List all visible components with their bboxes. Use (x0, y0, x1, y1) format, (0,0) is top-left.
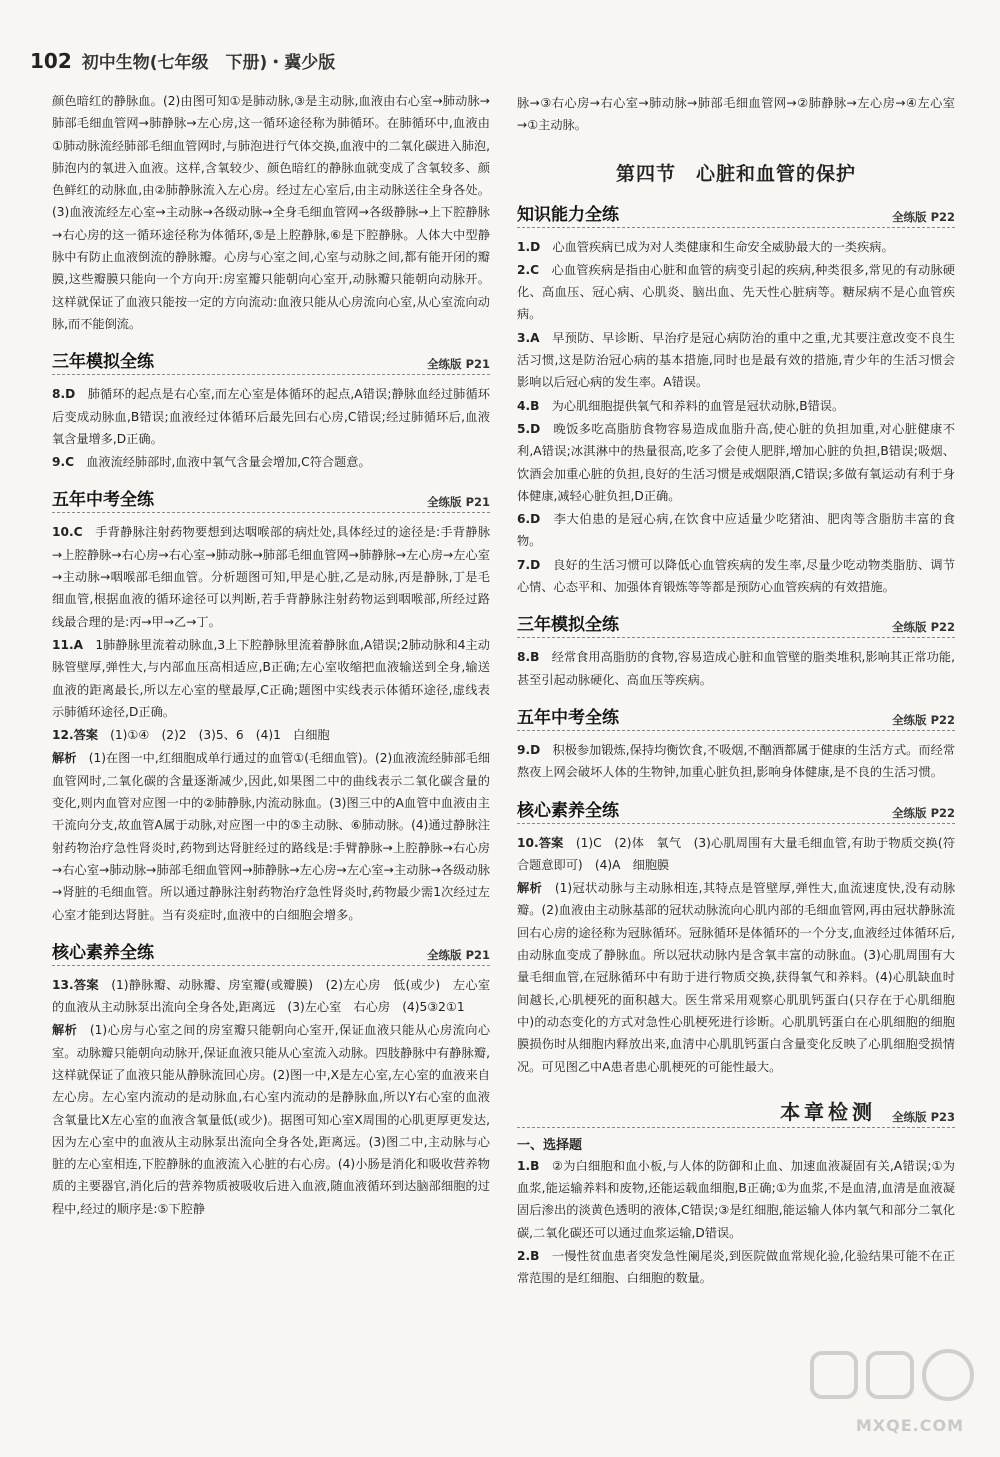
section-node-title: 第四节 心脏和血管的保护 (615, 162, 856, 185)
section-header (517, 200, 955, 228)
answer-item: 2.C 心血管疾病是指由心脏和血管的病变引起的疾病,种类很多,常见的有动脉硬化、高血压、冠心病、心肌炎、脑出血、先天性心脏病等。糖尿病不是心血管疾病。 (517, 262, 955, 322)
section-title: 五年中考全练 (517, 707, 619, 728)
continued-paragraph: 脉→③右心房→右心室→肺动脉→肺部毛细血管网→②肺静脉→左心房→④左心室→①主动脉。 (517, 96, 955, 133)
answer-item: 9.C 血液流经肺部时,血液中氧气含量会增加,C符合题意。 (52, 455, 371, 470)
answer-item: 6.D 李大伯患的是冠心病,在饮食中应适量少吃猪油、肥肉等含脂肪丰富的食物。 (517, 512, 956, 549)
left-column (52, 90, 490, 1221)
section-header (52, 938, 490, 966)
answer-item: 5.D 晚饭多吃高脂肪食物容易造成血脂升高,使心脏的负担加重,对心脏健康不利,A错误;冰淇淋中的热量很高,吃多了会使人肥胖,增加心脏的负担,B错误;吸烟、饮酒会加重心脏的负担,良好的生活习惯是戒烟限酒,C错误;多做有氧运动有利于身体健康,减轻心脏负担,D正确。 (517, 421, 956, 503)
answer-item: 9.D 积极参加锻炼,保持均衡饮食,不吸烟,不酗酒都属于健康的生活方式。而经常熬夜上网会破坏人体的生物钟,加重心脏负担,影响身体健康,是不良的生活习惯。 (517, 742, 956, 780)
answer-item: 2.B 一慢性贫血患者突发急性阑尾炎,到医院做血常规化验,化验结果可能不在正常范围的是红细胞、白细胞的数量。 (517, 1248, 956, 1286)
answer-item: 7.D 良好的生活习惯可以降低心血管疾病的发生率,尽量少吃动物类脂肪、调节心情、心态平和、加强体育锻炼等等都是预防心血管疾病的有效措施。 (517, 557, 956, 595)
section-title: 三年模拟全练 (52, 352, 154, 373)
section-title: 核心素养全练 (52, 942, 154, 963)
section-title: 知识能力全练 (517, 204, 619, 225)
section-ref: 全练版 P21 (427, 495, 490, 510)
answer-item: 13.答案 (1)静脉瓣、动脉瓣、房室瓣(或瓣膜) (2)左心房 低(或少) 左心室的血液从主动脉泵出流向全身各处,距离远 (3)左心室 右心房 (4)5③2①1 (52, 977, 491, 1015)
intro-paragraph: 颜色暗红的静脉血。(2)由图可知①是肺动脉,③是主动脉,血液由右心室→肺动脉→肺部毛细血管网→肺静脉→左心房,这一循环途径称为肺循环。在肺循环中,血液由①肺动脉流经肺部毛细血管网时,与肺泡进行气体交换,血液中的二氧化碳进入肺泡,肺泡内的氧进入血液。这样,含氧较少、颜色暗红的静脉血就变成了含氧较多、颜色鲜红的动脉血,由②肺静脉流入左心房。经过左心室后,由主动脉送往全身各处。(3)血液流经左心室→主动脉→各级动脉→全身毛细血管网→各级静脉→上下腔静脉→右心房的这一循环途径称为体循环,⑤是上腔静脉,⑥是下腔静脉。人体大中型静脉中有防止血液倒流的静脉瓣。心房与心室之间,心室与动脉之间,都有能开闭的瓣膜,这些瓣膜只能向一个方向开:房室瓣只能朝向心室开,动脉瓣只能朝向动脉开。这样就保证了血液只能按一定的方向流动:血液只能从心房流向心室,从心室流向动脉,而不能倒流。 (52, 94, 490, 331)
answer-item: 3.A 早预防、早诊断、早治疗是冠心病防治的重中之重,尤其要注意改变不良生活习惯,这是防治冠心病的基本措施,同时也是最有效的措施,青少年的生活习惯会影响以后冠心病的发生率。A错误。 (517, 330, 956, 390)
answer-item: 1.D 心血管疾病已成为对人类健康和生命安全威胁最大的一类疾病。 (517, 239, 894, 254)
answer-item: 1.B ②为白细胞和血小板,与人体的防御和止血、加速血液凝固有关,A错误;①为血浆,能运输养料和废物,还能运载血细胞,B正确;①为血浆,不是血清,血清是血液凝固后渗出的淡黄色透明的液体,C错误;③是红细胞,能运输人体内氧气和部分二氧化碳,二氧化碳还可以通过血浆运输,D错误。 (517, 1158, 955, 1240)
explanation-item: 解析 (1)在图一中,红细胞成单行通过的血管①(毛细血管)。(2)血液流经肺部毛细血管网时,二氧化碳的含量逐渐减少,因此,如果图二中的曲线表示二氧化碳含量的变化,则内血管对应图一中的②肺静脉,内流动脉血。(3)图三中的A血管中血液由主干流向分支,故血管A属于动脉,对应图一中的⑤主动脉、⑥肺动脉。(4)通过静脉注射药物治疗急性肾炎时,药物到达肾脏经过的路线是:手臂静脉→上腔静脉→右心房→右心室→肺动脉→肺部毛细血管网→肺静脉→左心房→左心室→主动脉→各级动脉→肾脏的毛细血管。所以通过静脉注射药物治疗急性肾炎时,药物最少需1次经过左心室才能到达肾脏。当有炎症时,血液中的白细胞会增多。 (52, 751, 491, 922)
explanation-item: 解析 (1)冠状动脉与主动脉相连,其特点是管壁厚,弹性大,血流速度快,没有动脉瓣。(2)血液由主动脉基部的冠状动脉流向心肌内部的毛细血管网,再由冠状静脉流回右心房的途径称为冠脉循环。冠脉循环是体循环的一个分支,血液经过体循环后,由动脉血变成了静脉血。所以冠状动脉内是含氧丰富的动脉血。(3)心肌周围有大量毛细血管,在冠脉循环中有助于进行物质交换,获得氧气和养料。(4)心肌缺血时间越长,心肌梗死的面积越大。医生常采用观察心肌肌钙蛋白(只存在于心肌细胞中)的动态变化的方式对急性心肌梗死进行诊断。心肌肌钙蛋白在心肌细胞的细胞膜损伤时从细胞内释放出来,血清中心肌肌钙蛋白含量变化反映了心肌细胞受损情况。可见图乙中A患者患心肌梗死的可能性最大。 (517, 881, 956, 1074)
section-ref: 全练版 P21 (427, 947, 490, 962)
answer-item: 8.B 经常食用高脂肪的食物,容易造成心脏和血管壁的脂类堆积,影响其正常功能,甚至引起动脉硬化、高血压等疾病。 (517, 650, 956, 687)
watermark (798, 1339, 988, 1449)
section-header (517, 610, 955, 638)
chapter-title: 本章检测 (780, 1099, 877, 1124)
page-header (30, 48, 335, 73)
sub-heading: 一、选择题 (517, 1137, 583, 1153)
page-number: 102 (30, 49, 72, 73)
answer-item: 8.D 肺循环的起点是右心室,而左心室是体循环的起点,A错误;静脉血经过肺循环后变成动脉血,B错误;血液经过体循环后最先回右心房,C错误;经过肺循环后,血液氧含量增多,D正确。 (52, 387, 490, 446)
section-ref: 全练版 P22 (892, 620, 955, 635)
section-ref: 全练版 P21 (427, 357, 490, 372)
section-title: 五年中考全练 (52, 490, 154, 511)
section-title: 三年模拟全练 (517, 615, 619, 636)
section-header (52, 485, 490, 513)
right-column (517, 92, 955, 1291)
section-ref: 全练版 P22 (892, 712, 955, 727)
answer-item: 12.答案 (1)①④ (2)2 (3)5、6 (4)1 白细胞 (52, 728, 330, 743)
watermark-text: MXQE.COM (855, 1416, 964, 1435)
answer-item: 11.A 1肺静脉里流着动脉血,3上下腔静脉里流着静脉血,A错误;2肺动脉和4主动脉管壁厚,弹性大,与内部血压高相适应,B正确;左心室收缩把血液输送到全身,输送血液的距离最长,所以左心室的壁最厚,C正确;题图中实线表示体循环途径,虚线表示肺循环途径,D正确。 (52, 637, 490, 719)
section-header (52, 347, 490, 375)
section-header (517, 796, 955, 824)
chapter-header (517, 1096, 955, 1128)
section-ref: 全练版 P22 (892, 805, 955, 820)
answer-item: 10.答案 (1)C (2)体 氧气 (3)心肌周围有大量毛细血管,有助于物质交换(符合题意即可) (4)A 细胞膜 (517, 835, 956, 872)
answer-item: 10.C 手背静脉注射药物要想到达咽喉部的病灶处,具体经过的途径是:手背静脉→上腔静脉→右心房→右心室→肺动脉→肺部毛细血管网→肺静脉→左心房→左心室→主动脉→咽喉部毛细血管。分析题图可知,甲是心脏,乙是动脉,丙是静脉,丁是毛细血管,根据血液的循环途径可以判断,若手背静脉注射药物运到咽喉部,所经过路线最合理的是:丙→甲→乙→丁。 (52, 525, 491, 629)
explanation-item: 解析 (1)心房与心室之间的房室瓣只能朝向心室开,保证血液只能从心房流向心室。动脉瓣只能朝向动脉开,保证血液只能从心室流入动脉。四肢静脉中有静脉瓣,这样就保证了血液只能从静脉流回心房。(2)图一中,X是左心室,左心室的血液来自左心房。左心室内流动的是动脉血,右心室内流动的是静脉血,所以Y右心室的血液含氧量比X左心室的血液含氧量低(或少)。据图可知心室X周围的心肌更厚更发达,因为左心室中的血液从主动脉泵出流向全身各处,距离远。(3)图二中,主动脉与心脏的左心室相连,下腔静脉的血液流入心脏的右心房。(4)小肠是消化和吸收营养物质的主要器官,消化后的营养物质被吸收后进入血液,随血液循环到达脑部细胞的过程中,经过的顺序是:⑤下腔静 (52, 1023, 491, 1216)
answer-item: 4.B 为心肌细胞提供氧气和养料的血管是冠状动脉,B错误。 (517, 398, 845, 413)
book-title: 初中生物(七年级 下册)・冀少版 (81, 53, 336, 73)
section-ref: 全练版 P22 (892, 209, 955, 224)
section-header (517, 703, 955, 731)
section-title: 核心素养全练 (517, 800, 619, 821)
section-ref: 全练版 P23 (892, 1109, 955, 1124)
